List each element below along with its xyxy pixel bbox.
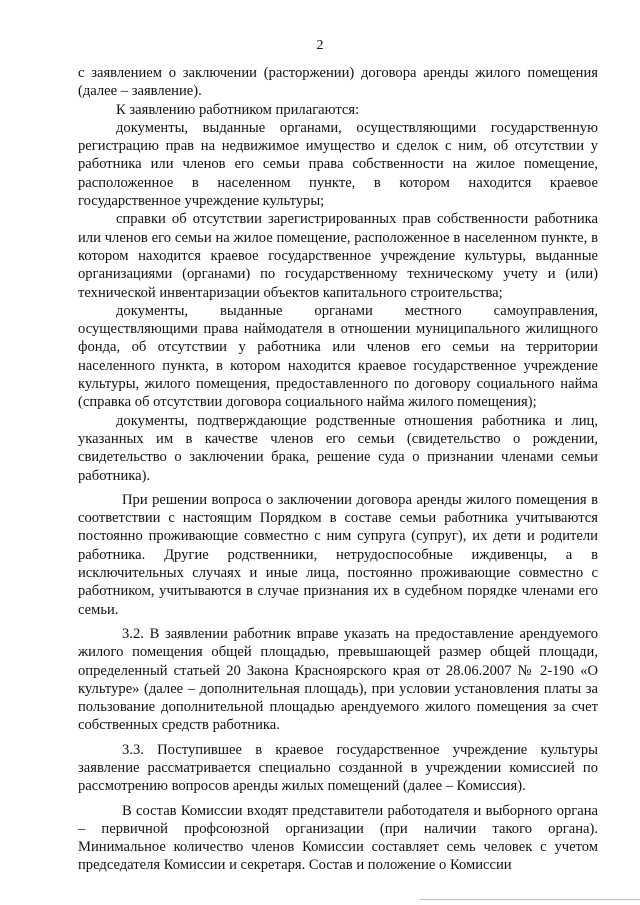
paragraph-ownership-certificates: справки об отсутствии зарегистрированных прав собственности работника или членов его семьи на жилое помещение, расположенное в населенном пункте, в котором находится краевое государственное учреждение культуры, выданные организациями (органами) по государственному техническому учету и (или) технической инвентаризации объектов капитального строительства; <box>78 211 598 301</box>
paragraph-commission-composition: В состав Комиссии входят представители работодателя и выборного органа – первичной профсоюзной организации (при наличии такого органа). Минимальное количество членов Комиссии составляет семь человек с учетом председателя Комиссии и секретаря. Состав и положение о Комиссии <box>78 802 598 874</box>
paragraph-attachments-intro: К заявлению работником прилагаются: <box>116 101 360 118</box>
paragraph-municipal-documents: документы, выданные органами местного самоуправления, осуществляющими права наймодателя в отношении муниципального жилищного фонда, об отсутствии у работника или членов его семьи на территории населенного пункта, в котором находится краевое государственное учреждение культуры, жилого помещения, предоставленного по договору социального найма (справка об отсутствии договора социального найма жилого помещения); <box>78 302 598 411</box>
scan-edge-line <box>420 899 640 900</box>
paragraph-section-3-3: 3.3. Поступившее в краевое государственное учреждение культуры заявление рассматривается специально созданной в учреждении комиссией по рассмотрению вопросов аренды жилых помещений (далее – Комиссия). <box>78 741 598 795</box>
document-body <box>78 64 598 875</box>
paragraph-family-composition: При решении вопроса о заключении договора аренды жилого помещения в соответствии с настоящим Порядком в составе семьи работника учитываются постоянно проживающие совместно с ним супруга (супруг), их дети и родители работника. Другие родственники, нетрудоспособные иждивенцы, а в исключительных случаях и иные лица, постоянно проживающие совместно с работником, учитываются в случае признания их в судебном порядке членами его семьи. <box>78 491 598 618</box>
page-number: 2 <box>316 38 324 53</box>
paragraph-continuation: с заявлением о заключении (расторжении) договора аренды жилого помещения (далее – заявление). <box>78 65 598 100</box>
paragraph-section-3-2: 3.2. В заявлении работник вправе указать на предоставление арендуемого жилого помещения общей площадью, превышающей размер общей площади, определенный статьей 20 Закона Красноярского края от 28.06.2007 № 2-190 «О культуре» (далее – дополнительная площадь), при условии установления платы за пользование дополнительной площадью арендуемого жилого помещения за счет собственных средств работника. <box>78 625 598 734</box>
paragraph-registration-documents: документы, выданные органами, осуществляющими государственную регистрацию прав на недвижимое имущество и сделок с ним, об отсутствии у работника или членов его семьи права собственности на жилое помещение, расположенное в населенном пункте, в котором находится краевое государственное учреждение культуры; <box>78 119 598 210</box>
paragraph-kinship-documents: документы, подтверждающие родственные отношения работника и лиц, указанных им в качестве членов его семьи (свидетельство о рождении, свидетельство о заключении брака, решение суда о признании членами семьи работника). <box>78 412 598 484</box>
